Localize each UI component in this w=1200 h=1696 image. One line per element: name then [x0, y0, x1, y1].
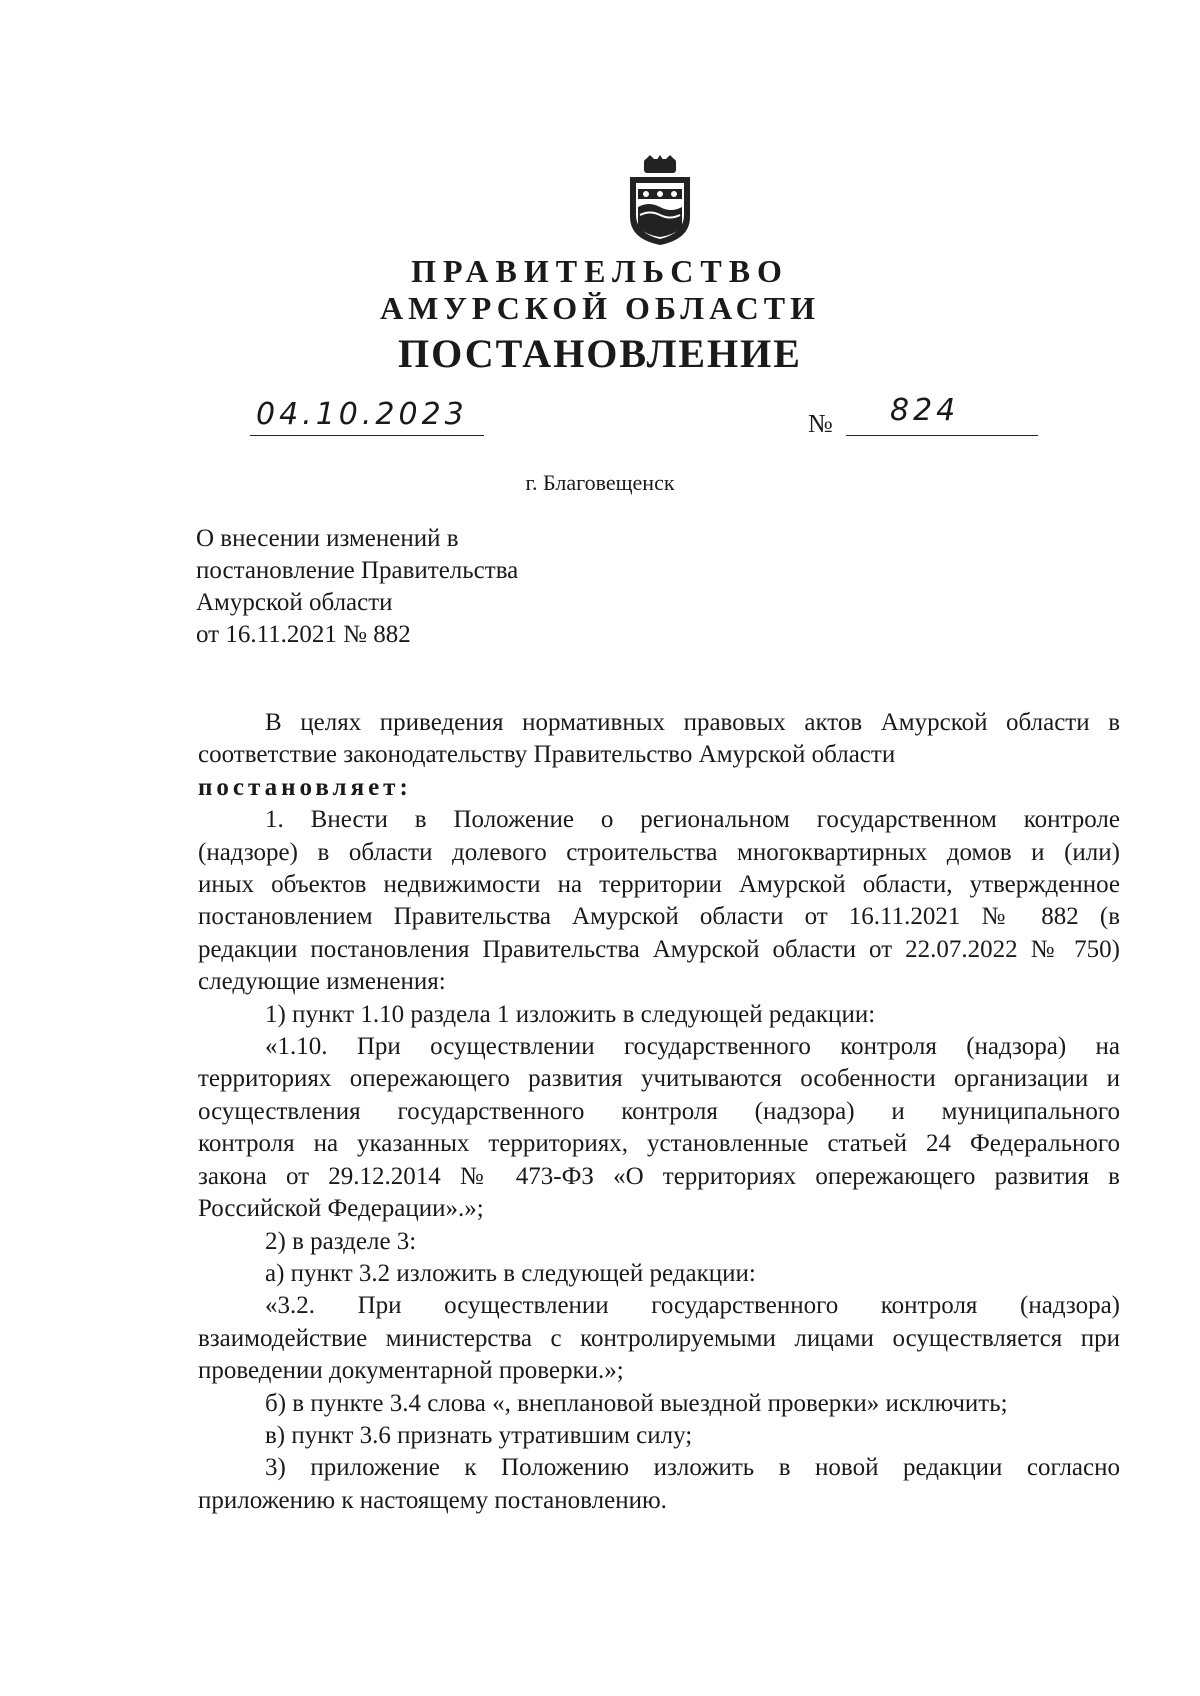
body-text	[198, 707, 1120, 1517]
subject-line: Амурской области	[196, 589, 393, 616]
document-number: 824	[890, 393, 960, 428]
body-line: осуществления государственного контроля (надзора) и муниципального	[198, 1097, 1120, 1125]
body-line: б) в пункте 3.4 слова «, внеплановой выездной проверки» исключить;	[265, 1389, 1008, 1417]
resolves-word: постановляет:	[198, 773, 412, 801]
org-name-line2: АМУРСКОЙ ОБЛАСТИ	[380, 290, 820, 326]
body-line: 1) пункт 1.10 раздела 1 изложить в следующей редакции:	[265, 1000, 876, 1028]
body-line: «1.10. При осуществлении государственного контроля (надзора) на	[265, 1033, 1120, 1061]
body-line: 1. Внести в Положение о региональном государственном контроле	[265, 806, 1120, 834]
body-line: следующие изменения:	[198, 968, 446, 996]
coat-of-arms-icon	[624, 155, 696, 247]
body-line: В целях приведения нормативных правовых актов Амурской области в	[265, 709, 1120, 736]
number-sign: №	[808, 409, 833, 438]
body-line: приложению к настоящему постановлению.	[198, 1486, 667, 1514]
document-date: 04.10.2023	[256, 397, 468, 432]
body-line: редакции постановления Правительства Амурской области от 22.07.2022 № 750)	[198, 935, 1120, 963]
body-line: а) пункт 3.2 изложить в следующей редакции:	[265, 1259, 756, 1287]
body-line: в) пункт 3.6 признать утратившим силу;	[265, 1421, 693, 1449]
body-line: иных объектов недвижимости на территории Амурской области, утвержденное	[198, 871, 1120, 899]
body-line: взаимодействие министерства с контролируемыми лицами осуществляется при	[198, 1324, 1120, 1352]
city-line: г. Благовещенск	[525, 470, 675, 495]
subject-line: постановление Правительства	[196, 557, 519, 584]
body-line: (надзоре) в области долевого строительства многоквартирных домов и (или)	[198, 838, 1120, 866]
body-line: территориях опережающего развития учитываются особенности организации и	[198, 1065, 1120, 1093]
body-line: Российской Федерации».»;	[198, 1195, 484, 1223]
body-line: 3) приложение к Положению изложить в новой редакции согласно	[265, 1454, 1120, 1482]
body-line: «3.2. При осуществлении государственного контроля (надзора)	[265, 1292, 1120, 1320]
document-type-title: ПОСТАНОВЛЕНИЕ	[398, 331, 802, 376]
body-line: постановлением Правительства Амурской области от 16.11.2021 № 882 (в	[198, 903, 1120, 931]
subject-block	[196, 523, 518, 651]
org-name-line1: ПРАВИТЕЛЬСТВО	[411, 253, 789, 289]
body-line: проведении документарной проверки.»;	[198, 1357, 624, 1385]
date-underline	[250, 435, 484, 436]
number-underline	[846, 435, 1038, 436]
body-line: закона от 29.12.2014 № 473-ФЗ «О территориях опережающего развития в	[198, 1162, 1120, 1190]
subject-line: О внесении изменений в	[196, 525, 459, 552]
subject-line: от 16.11.2021 № 882	[196, 621, 411, 648]
body-line: соответствие законодательству Правительство Амурской области	[198, 741, 896, 769]
body-line: 2) в разделе 3:	[265, 1227, 417, 1255]
body-line: контроля на указанных территориях, установленные статьей 24 Федерального	[198, 1130, 1120, 1158]
